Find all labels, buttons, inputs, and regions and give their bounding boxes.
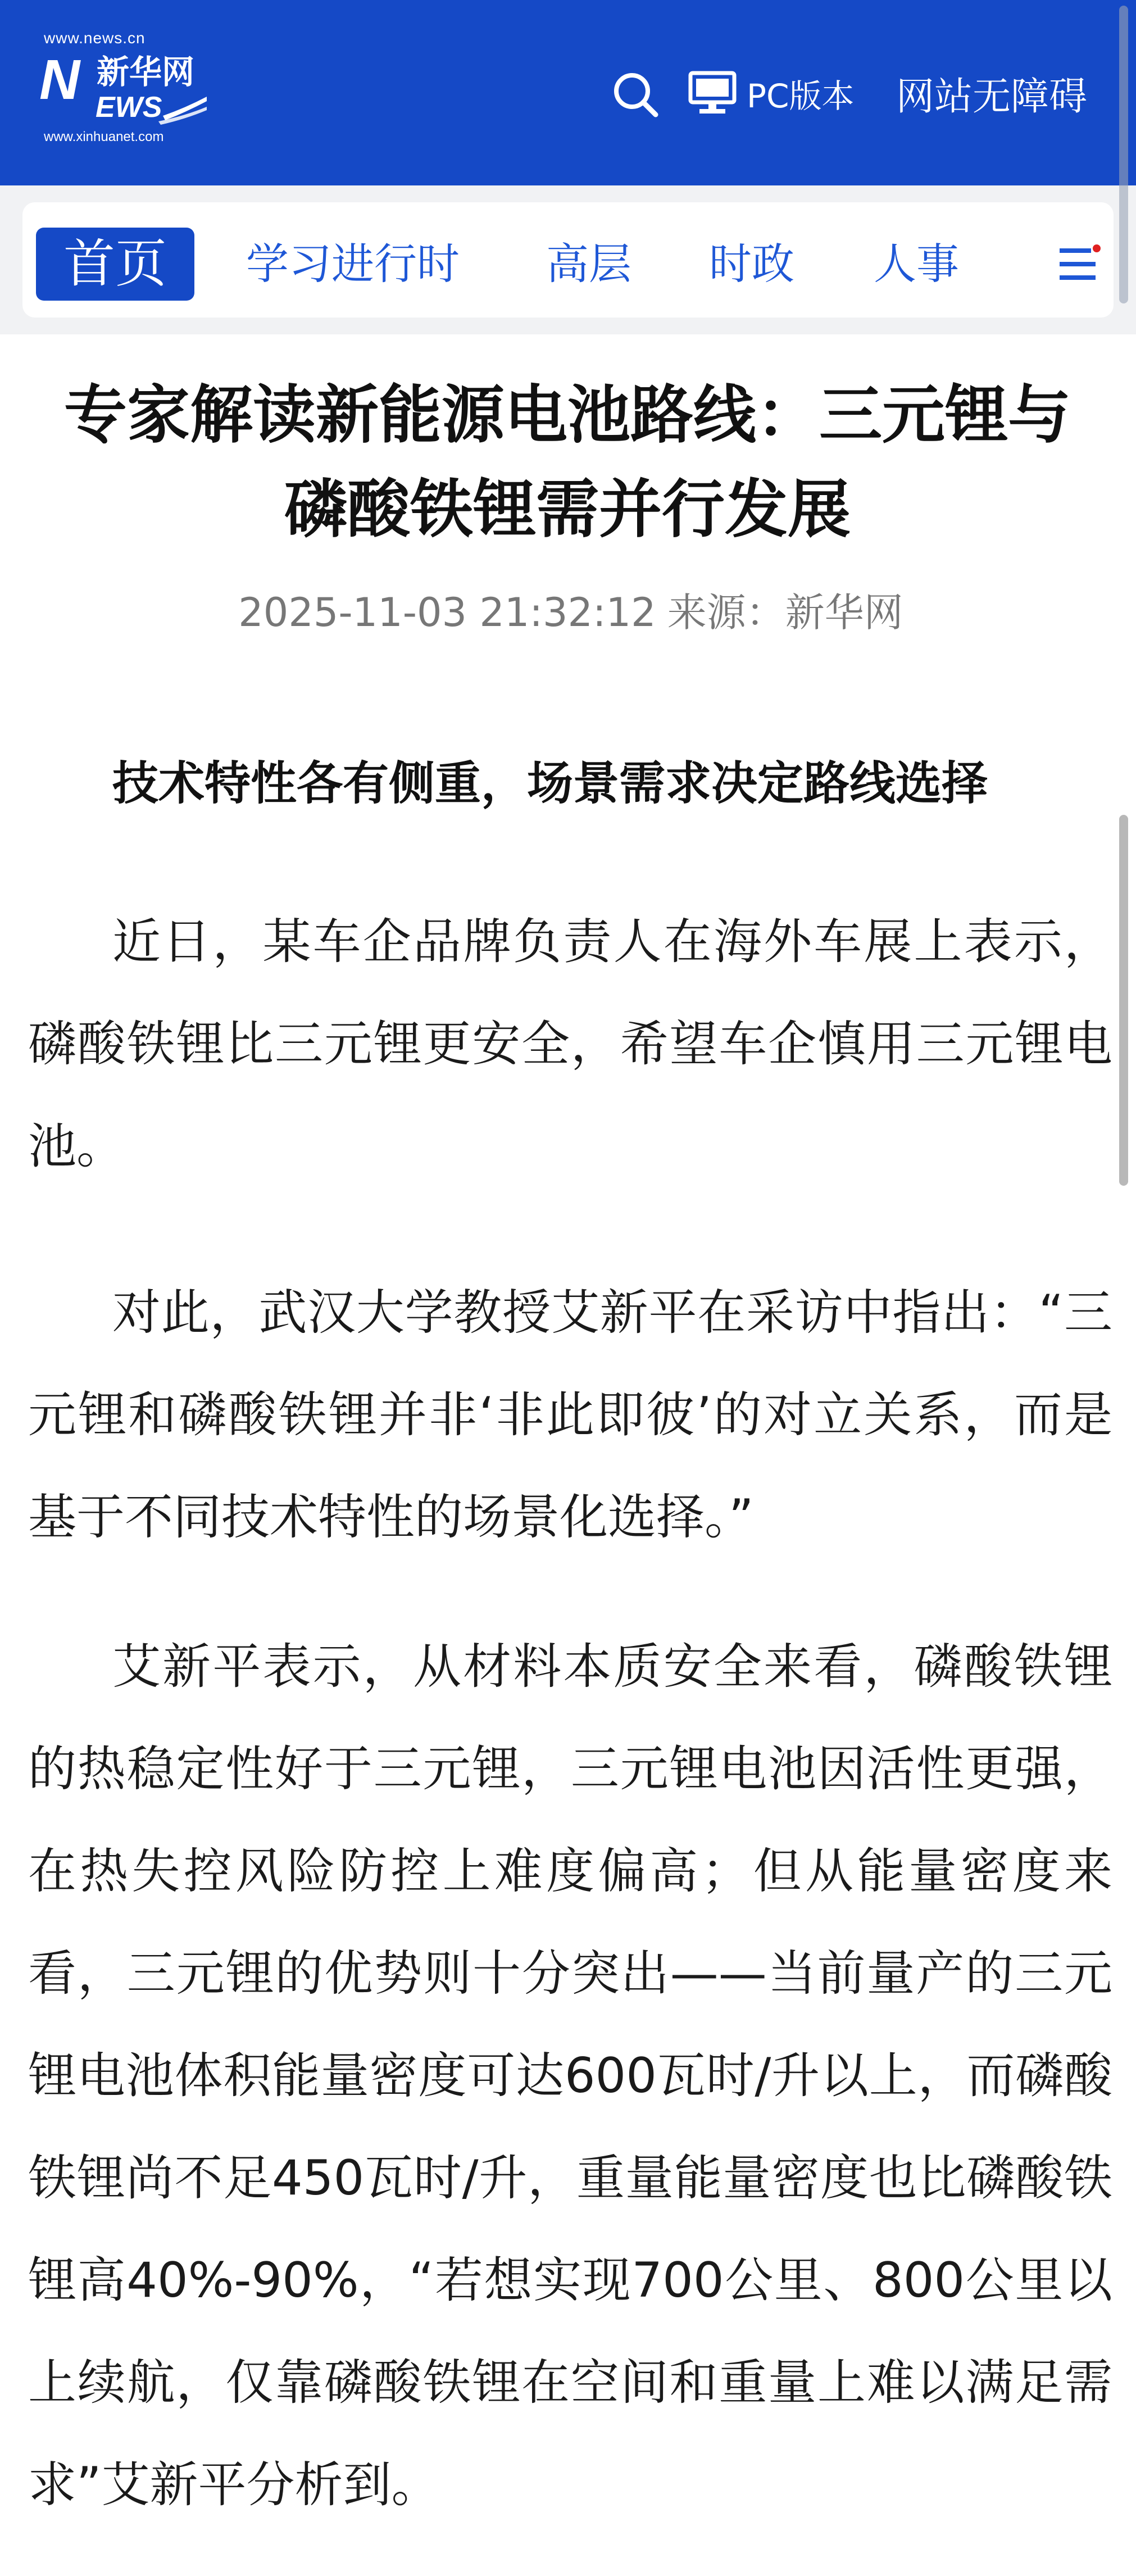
pc-version-link[interactable] bbox=[688, 66, 854, 120]
article-date: 2025-11-03 21:32:12 bbox=[238, 589, 656, 636]
accessibility-link[interactable]: 网站无障碍 bbox=[896, 74, 1088, 119]
site-header bbox=[0, 0, 1136, 185]
menu-button[interactable] bbox=[1056, 242, 1101, 287]
article-source[interactable]: 新华网 bbox=[785, 589, 903, 636]
pc-version-label: PC版本 bbox=[747, 77, 855, 115]
article-paragraph-3: 艾新平表示，从材料本质安全来看，磷酸铁锂的热稳定性好于三元锂，三元锂电池因活性更强，在热失控风险防控上难度偏高；但从能量密度来看，三元锂的优势则十分突出——当前量产的三元锂电池体积能量密度可达600瓦时/升以上，而磷酸铁锂尚不足450瓦时/升，重量能量密度也比磷酸铁锂高40%-90%，“若想实现700公里、800公里以上续航，仅靠磷酸铁锂在空间和重量上难以满足需求”艾新平分析到。 bbox=[28, 1639, 1112, 2513]
search-icon bbox=[608, 67, 662, 121]
menu-badge-dot bbox=[1093, 244, 1101, 252]
logo-chinese-name: 新华网 bbox=[97, 53, 195, 91]
article-subheading: 技术特性各有侧重，场景需求决定路线选择 bbox=[112, 757, 988, 810]
logo-mark-n: N bbox=[39, 48, 78, 111]
article-meta bbox=[0, 584, 1136, 641]
logo-url-text: www.news.cn bbox=[44, 29, 146, 47]
xinhua-logo[interactable] bbox=[39, 29, 213, 153]
menu-icon bbox=[1056, 242, 1101, 287]
article-paragraph-2: 对此，武汉大学教授艾新平在采访中指出：“三元锂和磷酸铁锂并非‘非此即彼’的对立关系，而是基于不同技术特性的场景化选择。” bbox=[28, 1285, 1112, 1545]
nav-item-personnel[interactable]: 人事 bbox=[874, 239, 959, 289]
article-title: 专家解读新能源电池路线：三元锂与磷酸铁锂需并行发展 bbox=[64, 379, 1071, 546]
nav-item-leaders[interactable]: 高层 bbox=[546, 239, 631, 289]
nav-item-home[interactable]: 首页 bbox=[36, 228, 194, 301]
article-source-label: 来源： bbox=[667, 589, 785, 636]
nav-item-study[interactable]: 学习进行时 bbox=[246, 239, 460, 289]
article-paragraph-1: 近日，某车企品牌负责人在海外车展上表示，磷酸铁锂比三元锂更安全，希望车企慎用三元锂电池。 bbox=[28, 914, 1112, 1174]
logo-mark-rest: EWS bbox=[96, 91, 162, 124]
nav-item-politics[interactable]: 时政 bbox=[709, 239, 794, 289]
search-button[interactable] bbox=[608, 67, 662, 121]
page-scrollbar-thumb[interactable] bbox=[1119, 815, 1128, 1186]
logo-n-mark bbox=[39, 48, 78, 111]
header-scrollbar-thumb[interactable] bbox=[1119, 6, 1128, 303]
logo-sub-url: www.xinhuanet.com bbox=[44, 129, 164, 144]
monitor-icon bbox=[688, 71, 737, 116]
logo-swoosh-icon bbox=[96, 91, 208, 125]
